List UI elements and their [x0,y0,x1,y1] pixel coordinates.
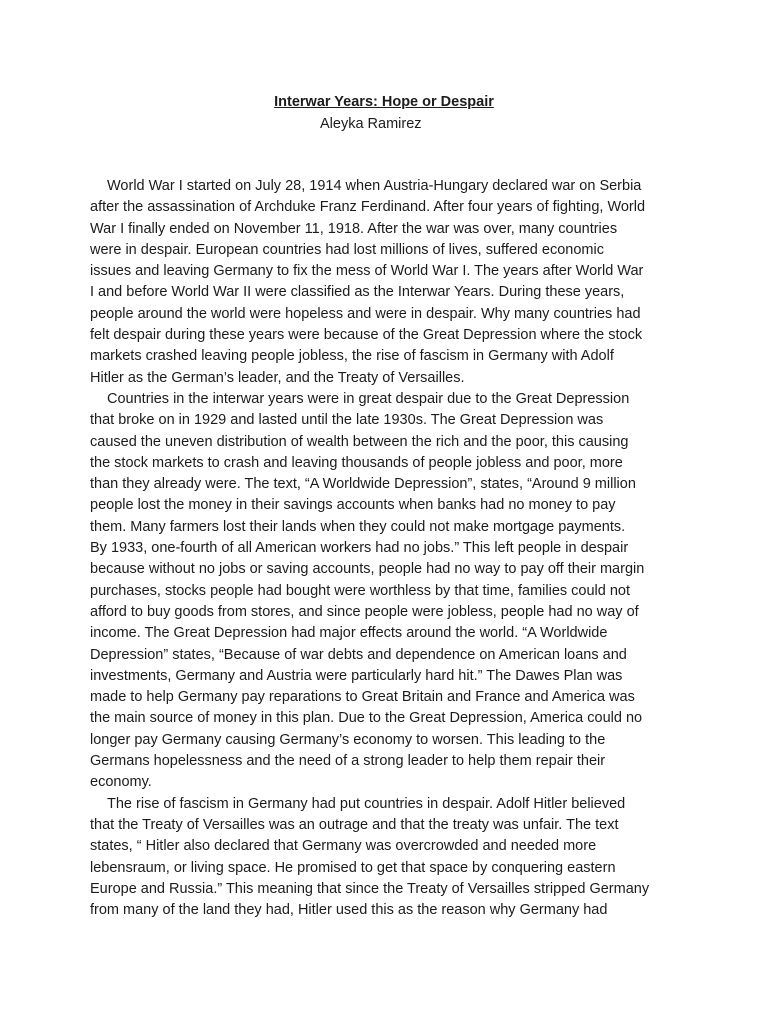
text-line: were in despair. European countries had lost millions of lives, suffered economic [90,241,604,258]
text-line: felt despair during these years were because of the Great Depression where the stock [90,327,643,344]
text-line: Germans hopelessness and the need of a strong leader to help them repair their [90,753,606,770]
text-line: them. Many farmers lost their lands when they could not make mortgage payments. [90,518,626,535]
text-line: World War I started on July 28, 1914 when Austria-Hungary declared war on Serbia [107,178,642,194]
text-line: Europe and Russia.” This meaning that since the Treaty of Versailles stripped Germany [90,880,650,897]
text-line: made to help Germany pay reparations to Great Britain and France and America was [90,689,635,706]
text-line: from many of the land they had, Hitler used this as the reason why Germany had [90,902,608,919]
text-line: Hitler as the German’s leader, and the Treaty of Versailles. [90,369,465,386]
text-line: caused the uneven distribution of wealth between the rich and the poor, this causing [90,433,629,450]
text-line: economy. [90,774,152,791]
text-line: By 1933, one-fourth of all American workers had no jobs.” This left people in despair [90,540,629,557]
text-line: lebensraum, or living space. He promised to get that space by conquering eastern [90,859,616,876]
text-line: Depression” states, “Because of war debts and dependence on American loans and [90,646,627,663]
text-line: longer pay Germany causing Germany’s economy to worsen. This leading to the [90,731,606,748]
text-line: that the Treaty of Versailles was an outrage and that the treaty was unfair. The text [90,816,619,833]
text-line: income. The Great Depression had major effects around the world. “A Worldwide [90,625,608,642]
document-author: Aleyka Ramirez [320,116,422,132]
paragraph-3 [90,794,682,922]
text-line: the stock markets to crash and leaving thousands of people jobless and poor, more [90,454,623,471]
text-line: Countries in the interwar years were in great despair due to the Great Depression [107,390,630,407]
text-line: people around the world were hopeless and were in despair. Why many countries had [90,305,641,322]
text-line: The rise of fascism in Germany had put countries in despair. Adolf Hitler believed [107,795,626,812]
text-line: issues and leaving Germany to fix the mess of World War I. The years after World War [90,263,644,280]
document-title [0,92,768,112]
text-line: I and before World War II were classified as the Interwar Years. During these years, [90,284,625,301]
paragraph-1 [90,176,682,389]
document-title-text: Interwar Years: Hope or Despair [274,94,494,110]
text-line: states, “ Hitler also declared that Germany was overcrowded and needed more [90,838,597,855]
text-line: the main source of money in this plan. Due to the Great Depression, America could no [90,710,643,727]
document-body [90,176,682,921]
text-line: afford to buy goods from stores, and since people were jobless, people had no way of [90,603,639,620]
paragraph-2 [90,389,682,794]
text-line: people lost the money in their savings accounts when banks had no money to pay [90,497,616,514]
text-line: because without no jobs or saving accounts, people had no way to pay off their margin [90,561,645,578]
text-line: War I finally ended on November 11, 1918. After the war was over, many countries [90,220,618,237]
text-line: investments, Germany and Austria were particularly hard hit.” The Dawes Plan was [90,667,623,684]
text-line: markets crashed leaving people jobless, the rise of fascism in Germany with Adolf [90,348,614,365]
text-line: than they already were. The text, “A Worldwide Depression”, states, “Around 9 million [90,476,636,493]
text-line: purchases, stocks people had bought were worthless by that time, families could not [90,582,631,599]
text-line: that broke on in 1929 and lasted until the late 1930s. The Great Depression was [90,412,604,429]
text-line: after the assassination of Archduke Franz Ferdinand. After four years of fighting, World [90,199,646,216]
